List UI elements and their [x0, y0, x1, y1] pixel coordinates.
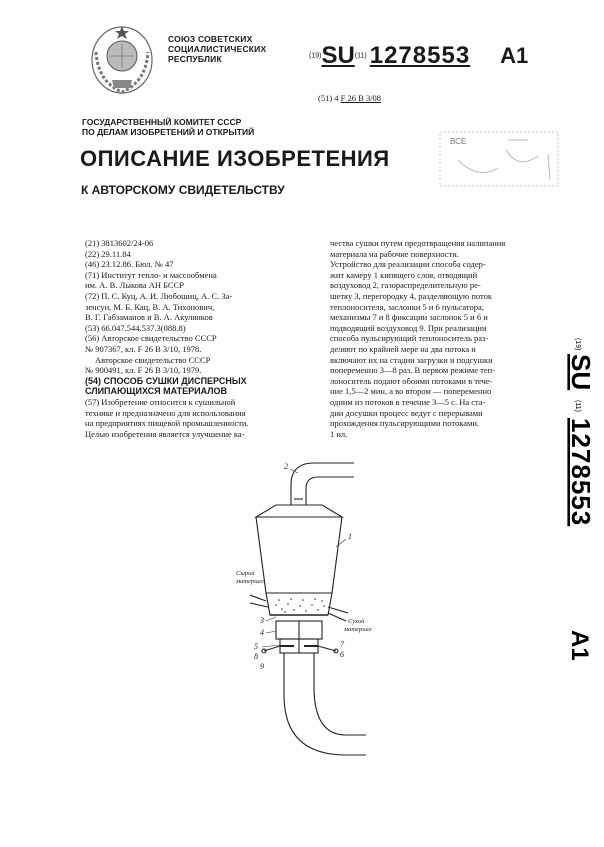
union-line: СОЮЗ СОВЕТСКИХ	[168, 34, 253, 44]
wet-material-label: материал	[236, 578, 264, 585]
text-line: шетку 3, перегородку 4, разделяющую поток	[330, 290, 493, 301]
union-name	[168, 34, 266, 64]
dry-material-label: Сухой	[348, 618, 365, 625]
label-2: 2	[284, 462, 288, 471]
label-6: 6	[340, 650, 344, 659]
text-line: лоноситель подают обоими потоками в тече-	[330, 375, 493, 386]
kind-code: A1	[500, 43, 529, 68]
bibliographic-column	[85, 238, 307, 439]
country-code: SU	[321, 42, 355, 69]
label-4: 4	[260, 628, 264, 637]
text-line: одним из потоков в течение 3—5 с. На ста-	[330, 396, 486, 407]
text-line: жит камеру 1 кипящего слоя, отводящий	[330, 269, 478, 280]
label-5: 5	[254, 642, 258, 651]
text-line: (22) 29.11.84	[85, 248, 131, 259]
vertical-publication-stamp	[548, 338, 596, 688]
text-line: (56) Авторское свидетельство СССР	[85, 333, 217, 344]
text-line: Целью изобретения является улучшение ка-	[85, 428, 245, 439]
patent-number: 1278553	[369, 42, 471, 69]
abstract-column	[330, 238, 552, 439]
label-3: 3	[260, 616, 264, 625]
invention-title-line: (54) СПОСОБ СУШКИ ДИСПЕРСНЫХ	[85, 375, 247, 386]
text-line: № 907367, кл. F 26 B 3/10, 1978.	[85, 343, 202, 354]
document-title: ОПИСАНИЕ ИЗОБРЕТЕНИЯ	[80, 146, 390, 171]
text-line: 1 ил.	[330, 428, 348, 439]
text-line: Авторское свидетельство СССР	[95, 354, 211, 365]
publication-number	[309, 42, 528, 70]
vertical-code-11: (11)	[574, 400, 581, 412]
text-line: деляют по крайней мере на два потока и	[330, 343, 476, 354]
stamp-text: ВСЕ	[450, 137, 467, 146]
text-line: (57) Изобретение относится к сушильной	[85, 396, 236, 407]
text-line: (46) 23.12.86. Бюл. № 47	[85, 259, 174, 270]
text-line: воздуховод 2, газораспределительную ре-	[330, 280, 481, 291]
invention-title-line: СЛИПАЮЩИХСЯ МАТЕРИАЛОВ	[85, 386, 228, 397]
text-line: теплоносителя, заслонки 5 и 6 пульсатора,	[330, 301, 484, 312]
label-1: 1	[348, 532, 352, 541]
wet-material-label: Сырой	[236, 570, 255, 577]
library-stamp	[438, 130, 560, 188]
text-line: дии досушки процесс ведут с перерывами	[330, 407, 483, 418]
label-7: 7	[340, 640, 344, 649]
vertical-patent-number: 1278553	[566, 418, 596, 527]
ipc-prefix: (51) 4	[318, 93, 339, 103]
text-line: им. А. В. Лыкова АН БССР	[85, 280, 184, 291]
state-committee	[82, 117, 254, 137]
dry-material-label: материал	[344, 626, 372, 633]
union-line: РЕСПУБЛИК	[168, 54, 222, 64]
label-9: 9	[260, 662, 264, 671]
ussr-emblem-icon	[88, 22, 156, 97]
vertical-code-19: (19)	[574, 338, 581, 351]
text-line: чества сушки путем предотвращения налипания	[330, 238, 506, 248]
code-11: (11)	[354, 52, 367, 60]
vertical-kind-code: A1	[566, 630, 593, 661]
union-line: СОЦИАЛИСТИЧЕСКИХ	[168, 44, 267, 54]
vertical-country-code: SU	[566, 354, 596, 391]
text-line: на предприятиях пищевой промышленности.	[85, 418, 249, 429]
text-line: В. Г. Габзаманов и В. А. Акулянков	[85, 312, 213, 323]
text-line: (21) 3813602/24-06	[85, 238, 154, 248]
text-line: зенсун, М. Б. Кац, В. А. Тихонович,	[85, 301, 215, 312]
text-line: прохождения пульсирующими потоками.	[330, 418, 480, 429]
text-line: (72) П. С. Куц, А. И. Любошиц, А. С. За-	[85, 290, 233, 301]
committee-line: ПО ДЕЛАМ ИЗОБРЕТЕНИЙ И ОТКРЫТИЙ	[82, 127, 255, 137]
committee-line: ГОСУДАРСТВЕННЫЙ КОМИТЕТ СССР	[82, 117, 242, 127]
text-line: подводящий воздуховод 9. При реализации	[330, 322, 487, 333]
text-line: включают их на стадии загрузки и подсушки	[330, 354, 493, 365]
text-line: материала на рабочие поверхности.	[330, 248, 459, 259]
apparatus-drawing	[236, 455, 386, 795]
text-line: ние 1,5—2 мин, а во втором — попеременно	[330, 386, 492, 397]
text-line: попеременно 3—8 раз. В первом режиме теп-	[330, 365, 496, 376]
text-line: № 900491, кл. F 26 B 3/10, 1979.	[85, 365, 202, 376]
text-line: Устройство для реализации способа содер-	[330, 259, 486, 270]
text-line: (71) Институт тепло- и массообмена	[85, 269, 217, 280]
code-19: (19)	[309, 52, 322, 60]
text-line: технике и предназначено для использования	[85, 407, 246, 418]
label-8: 8	[254, 652, 258, 661]
text-line: способа пульсирующий теплоноситель раз-	[330, 333, 489, 344]
text-line: механизмы 7 и 8 фиксации заслонок 5 и 6 и	[330, 312, 488, 323]
ipc-classification	[318, 93, 381, 103]
ipc-code: F 26 B 3/08	[340, 93, 382, 103]
text-line: (53) 66.047.544.537.3(088.8)	[85, 322, 186, 333]
document-subtitle: К АВТОРСКОМУ СВИДЕТЕЛЬСТВУ	[81, 183, 285, 197]
